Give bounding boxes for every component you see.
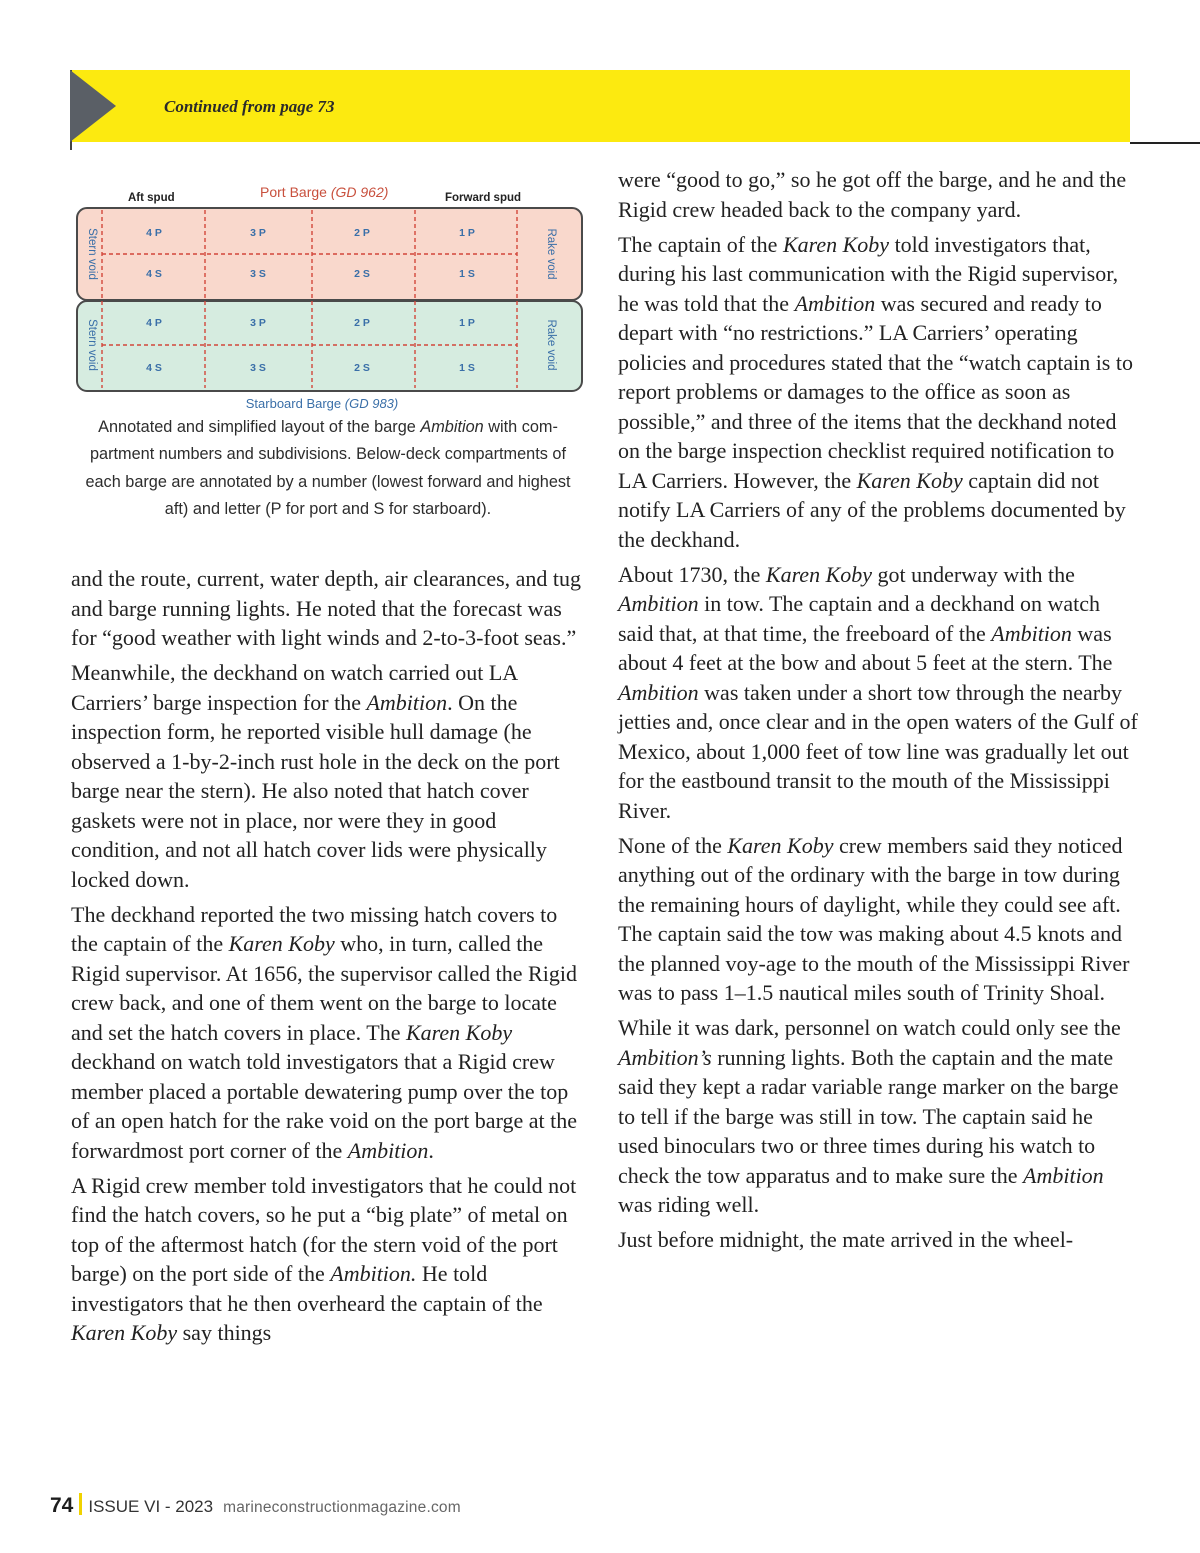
- stern-void-label: Stern void: [86, 319, 98, 371]
- compartment-label: 1 P: [459, 317, 475, 329]
- compartment-label: 1 P: [459, 227, 475, 239]
- text-run: in tow. The captain and a deckhand on watch said that, at that time, the freeboard of the: [618, 591, 1101, 646]
- text-run: was secured and ready to depart with “no restrictions.” LA Carriers’ operating policies and procedures stated that the “watch captain is to report problems or damages to the office as soon as possible,” and three of the items that the deckhand noted on the barge inspection checklist required notification to LA Carriers. However, the: [618, 290, 1133, 493]
- compartment-label: 4 S: [146, 268, 162, 280]
- compartment-label: 4 S: [146, 362, 162, 374]
- port-barge-title: [260, 184, 388, 200]
- starboard-barge-hull: [77, 301, 582, 391]
- text-run: crew members said they noticed anything out of the ordinary with the barge in tow during the remaining hours of daylight, while they could see aft. The captain said the tow was making about 4.5 knots and the planned voy-age to the mouth of the Mississippi River was to pass 1–1.5 nautical miles south of Trinity Shoal.: [618, 832, 1130, 1005]
- vessel-name: Karen Koby: [71, 1320, 178, 1345]
- compartment-label: 3 S: [250, 362, 266, 374]
- continued-from-label: Continued from page 73: [164, 97, 335, 116]
- text-run: .: [428, 1137, 434, 1163]
- starboard-barge-title: [246, 396, 399, 411]
- vessel-name: Karen Koby: [782, 231, 890, 257]
- text-run: The captain of the: [618, 231, 783, 257]
- vessel-name: Ambition.: [330, 1261, 417, 1286]
- compartment-label: 4 P: [146, 227, 162, 239]
- body-paragraph: [618, 1225, 1138, 1255]
- text-run: He told investigators that he then overheard the captain of the: [71, 1261, 543, 1316]
- forward-spud-label: Forward spud: [445, 192, 522, 204]
- vessel-name: Ambition: [618, 591, 699, 616]
- text-run: running lights. Both the captain and the mate said they kept a radar variable range marker on the barge to tell if the barge was still in tow. The captain said he used binoculars two or three times during his watch to check the tow apparatus and to make sure the: [618, 1044, 1119, 1188]
- caption-post: with com-partment numbers and subdivisions. Below-deck compartments of each barge are annotated by a number (lowest forward and highest aft) and letter (P for port and S for starboard).: [85, 418, 571, 518]
- barge-diagram: [72, 178, 592, 413]
- compartment-label: 2 S: [354, 362, 370, 374]
- starboard-barge-code: (GD 983): [344, 396, 399, 411]
- text-run: Meanwhile, the deckhand on watch carried out LA Carriers’ barge inspection for the: [71, 660, 517, 715]
- compartment-label: 2 S: [354, 268, 370, 280]
- aft-spud-label: Aft spud: [128, 192, 175, 204]
- compartment-label: 4 P: [146, 317, 162, 329]
- body-paragraph: [618, 165, 1138, 224]
- text-run: The deckhand reported the two missing hatch covers to the captain of the: [71, 901, 558, 956]
- rake-void-label: Rake void: [545, 228, 557, 280]
- body-paragraph: [71, 900, 583, 1166]
- text-run: was taken under a short tow through the nearby jetties and, once clear and in the open waters of the Gulf of Mexico, about 1,000 feet of tow line was gradually let out for the eastbound transit to the mouth of the Mississippi River.: [618, 679, 1138, 823]
- text-run: About 1730, the: [618, 561, 766, 587]
- vessel-name: Ambition: [618, 679, 699, 705]
- vessel-name: Ambition: [347, 1137, 429, 1163]
- vessel-name: Karen Koby: [405, 1019, 513, 1045]
- text-run: were “good to go,” so he got off the barge, and he and the Rigid crew headed back to the company yard.: [618, 167, 1127, 222]
- body-paragraph: [71, 658, 583, 894]
- vessel-name: Karen Koby: [228, 931, 335, 956]
- left-text-column: [71, 564, 583, 1353]
- compartment-label: 2 P: [354, 227, 370, 239]
- text-run: A Rigid crew member told investigators that he could not find the hatch covers, so he put a “big plate” of metal on top of the aftermost hatch (for the stern void of the port barge) on the port side of the: [71, 1172, 577, 1286]
- vessel-name: Karen Koby: [727, 832, 834, 858]
- port-barge-name: Port Barge: [260, 184, 327, 200]
- body-paragraph: [618, 1013, 1138, 1220]
- body-paragraph: [618, 230, 1138, 555]
- caption-vessel-name: Ambition: [420, 418, 484, 436]
- footer-divider: [79, 1493, 82, 1515]
- compartment-label: 2 P: [354, 317, 370, 329]
- vessel-name: Karen Koby: [856, 467, 963, 493]
- body-paragraph: [71, 1171, 583, 1348]
- figure-caption: [72, 414, 584, 523]
- site-url: marineconstructionmagazine.com: [223, 1499, 461, 1516]
- starboard-barge-name: Starboard Barge: [245, 396, 342, 411]
- compartment-label: 3 P: [250, 317, 266, 329]
- body-paragraph: [618, 560, 1138, 826]
- page-number: 74: [50, 1494, 74, 1517]
- vessel-name: Ambition’s: [618, 1044, 712, 1070]
- text-run: . On the inspection form, he reported visible hull damage (he observed a 1-by-2-inch rust hole in the deck on the port barge near the stern). He also noted that hatch cover gaskets were not in place, nor were they in good condition, and not all hatch cover lids were physically locked down.: [71, 689, 560, 892]
- page-footer: [50, 1493, 461, 1518]
- port-barge-code: (GD 962): [330, 184, 389, 200]
- caption-pre: Annotated and simplified layout of the barge: [98, 418, 421, 436]
- compartment-label: 3 P: [250, 227, 266, 239]
- body-paragraph: [71, 564, 583, 653]
- text-run: None of the: [618, 832, 728, 858]
- text-run: told investigators that, during his last communication with the Rigid supervisor, he was told that the: [618, 231, 1119, 316]
- header-rule: [1130, 142, 1200, 144]
- compartment-label: 1 S: [459, 362, 475, 374]
- text-run: was about 4 feet at the bow and about 5 feet at the stern. The: [618, 620, 1113, 675]
- text-run: deckhand on watch told investigators that a Rigid crew member placed a portable dewatering pump over the top of an open hatch for the rake void on the port barge at the forwardmost port corner of the: [71, 1049, 578, 1163]
- vessel-name: Ambition: [366, 689, 448, 715]
- arrow-icon: [70, 70, 116, 142]
- rake-void-label: Rake void: [545, 319, 557, 371]
- issue-label: ISSUE VI - 2023: [88, 1497, 214, 1516]
- vessel-name: Ambition: [991, 620, 1072, 646]
- vessel-name: Ambition: [794, 290, 876, 316]
- vessel-name: Karen Koby: [765, 561, 873, 587]
- text-run: who, in turn, called the Rigid supervisor. At 1656, the supervisor called the Rigid crew back, and one of them went on the barge to locate and set the hatch covers in place. The: [71, 931, 577, 1045]
- stern-void-label: Stern void: [86, 228, 98, 280]
- text-run: got underway with the: [872, 561, 1075, 587]
- text-run: was riding well.: [618, 1192, 760, 1217]
- vessel-name: Ambition: [1023, 1162, 1104, 1188]
- text-run: and the route, current, water depth, air clearances, and tug and barge running lights. He noted that the forecast was for “good weather with light winds and 2-to-3-foot seas.”: [71, 566, 582, 650]
- compartment-label: 3 S: [250, 268, 266, 280]
- text-run: While it was dark, personnel on watch could only see the: [618, 1015, 1121, 1040]
- right-text-column: [618, 165, 1138, 1260]
- body-paragraph: [618, 831, 1138, 1008]
- text-run: Just before midnight, the mate arrived in the wheel-: [618, 1227, 1074, 1252]
- text-run: captain did not notify LA Carriers of any of the problems documented by the deckhand.: [618, 467, 1126, 552]
- compartment-label: 1 S: [459, 268, 475, 280]
- text-run: say things: [177, 1320, 272, 1345]
